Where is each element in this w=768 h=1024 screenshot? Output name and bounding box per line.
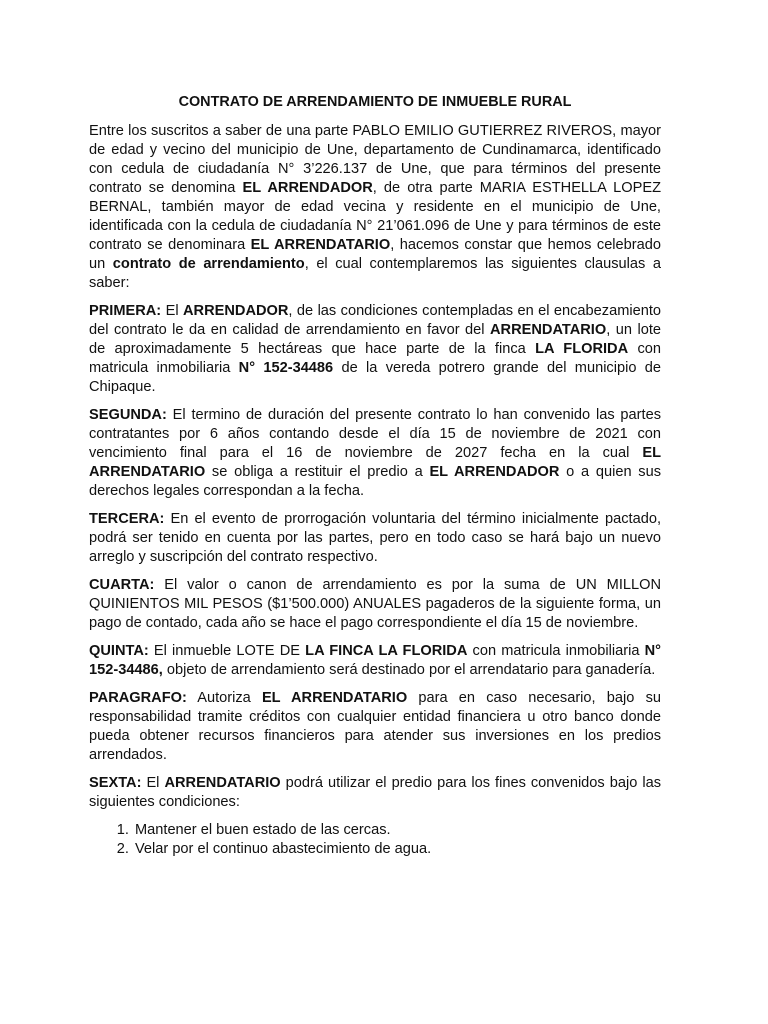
clause-text: con matricula inmobiliaria	[467, 643, 645, 659]
clause-segunda	[89, 406, 661, 501]
document-title: CONTRATO DE ARRENDAMIENTO DE INMUEBLE RURAL	[178, 94, 572, 110]
clause-text: de la vereda potrero grande del municipio de Chipaque.	[89, 360, 662, 395]
clause-text: El inmueble LOTE DE	[148, 643, 306, 659]
intro-text-2: , de otra parte MARIA ESTHELLA LOPEZ BERNAL, también mayor de edad vecina y residente en el municipio de Une, identificada con la cedula de ciudadanía N° 21’061.096 de Une y para términos de este contrato se denominara	[89, 180, 662, 253]
clause-text: con matricula inmobiliaria	[89, 341, 661, 376]
clause-label: PARAGRAFO:	[89, 690, 187, 706]
intro-bold-arrendatario: EL ARRENDATARIO	[250, 237, 391, 253]
intro-text-3: , hacemos constar que hemos celebrado un	[89, 237, 661, 272]
list-item: 2. Velar por el continuo abastecimiento de agua.	[133, 840, 661, 859]
clause-sexta	[89, 774, 661, 812]
clause-text: Autoriza	[186, 690, 262, 706]
clause-label: CUARTA:	[89, 577, 155, 593]
clause-bold: EL ARRENDADOR	[429, 464, 560, 480]
clause-text: El	[141, 775, 165, 791]
clause-text: El	[161, 303, 184, 319]
clause-quinta	[89, 642, 661, 680]
clause-text: objeto de arrendamiento será destinado por el arrendatario para ganadería.	[162, 662, 656, 678]
clause-tercera	[89, 510, 661, 567]
clause-text: para en caso necesario, bajo su responsabilidad tramite créditos con cualquier entidad financiera u otro banco donde pueda obtener recursos financieros para atender sus inversiones en los predios arrendados.	[89, 690, 661, 763]
clause-text: En el evento de prorrogación voluntaria del término inicialmente pactado, podrá ser tenido en cuenta por las partes, pero en todo caso se hará bajo un nuevo arreglo y suscripción del contrato respectivo.	[89, 511, 661, 565]
intro-paragraph	[89, 122, 661, 293]
clause-bold: N° 152-34486	[238, 360, 334, 376]
clause-label: SEXTA:	[89, 775, 142, 791]
clause-bold: N° 152-34486,	[89, 643, 661, 678]
clause-text: o a quien sus derechos legales correspondan a la fecha.	[89, 464, 662, 499]
clause-bold: ARRENDATARIO	[164, 775, 281, 791]
clause-text: , un lote de aproximadamente 5 hectáreas que hace parte de la finca	[89, 322, 661, 357]
clause-label: QUINTA:	[89, 643, 149, 659]
clause-bold: EL ARRENDATARIO	[89, 445, 661, 480]
document-body	[89, 93, 661, 859]
intro-bold-arrendador: EL ARRENDADOR	[242, 180, 373, 196]
clause-bold: ARRENDATARIO	[490, 322, 607, 338]
clause-bold: EL ARRENDATARIO	[261, 690, 408, 706]
clause-label: PRIMERA:	[89, 303, 162, 319]
clause-text: , de las condiciones contempladas en el encabezamiento del contrato le da en calidad de arrendamiento en favor del	[89, 303, 661, 338]
conditions-list	[89, 821, 661, 859]
clause-text: El termino de duración del presente contrato lo han convenido las partes contratantes por 6 años contando desde el día 15 de noviembre de 2021 con vencimiento final para el 16 de noviembre de 2027 fecha en la cual	[89, 407, 661, 461]
intro-text-1: Entre los suscritos a saber de una parte PABLO EMILIO GUTIERREZ RIVEROS, mayor de edad y vecino del municipio de Une, departamento de Cundinamarca, identificado con cedula de ciudadanía N° 3’226.137 de Une, que para términos del presente contrato se denomina	[89, 123, 661, 196]
list-item: 1. Mantener el buen estado de las cercas.	[133, 821, 661, 840]
clause-label: TERCERA:	[89, 511, 165, 527]
clause-text: podrá utilizar el predio para los fines convenidos bajo las siguientes condiciones:	[89, 775, 661, 810]
intro-bold-contrato: contrato de arrendamiento	[112, 256, 305, 272]
clause-bold: LA FLORIDA	[535, 341, 629, 357]
clause-bold: LA FINCA LA FLORIDA	[305, 643, 468, 659]
clause-bold: ARRENDADOR	[183, 303, 289, 319]
clause-text: se obliga a restituir el predio a	[205, 464, 430, 480]
clause-cuarta	[89, 576, 661, 633]
clause-text: El valor o canon de arrendamiento es por la suma de UN MILLON QUINIENTOS MIL PESOS ($1’500.000) ANUALES pagaderos de la siguiente forma, un pago de contado, cada año se hace el pago correspondiente el día 15 de noviembre.	[89, 577, 661, 631]
intro-text-4: , el cual contemplaremos las siguientes clausulas a saber:	[89, 256, 661, 291]
clause-label: SEGUNDA:	[89, 407, 167, 423]
clause-paragrafo	[89, 689, 661, 765]
clause-primera	[89, 302, 661, 397]
